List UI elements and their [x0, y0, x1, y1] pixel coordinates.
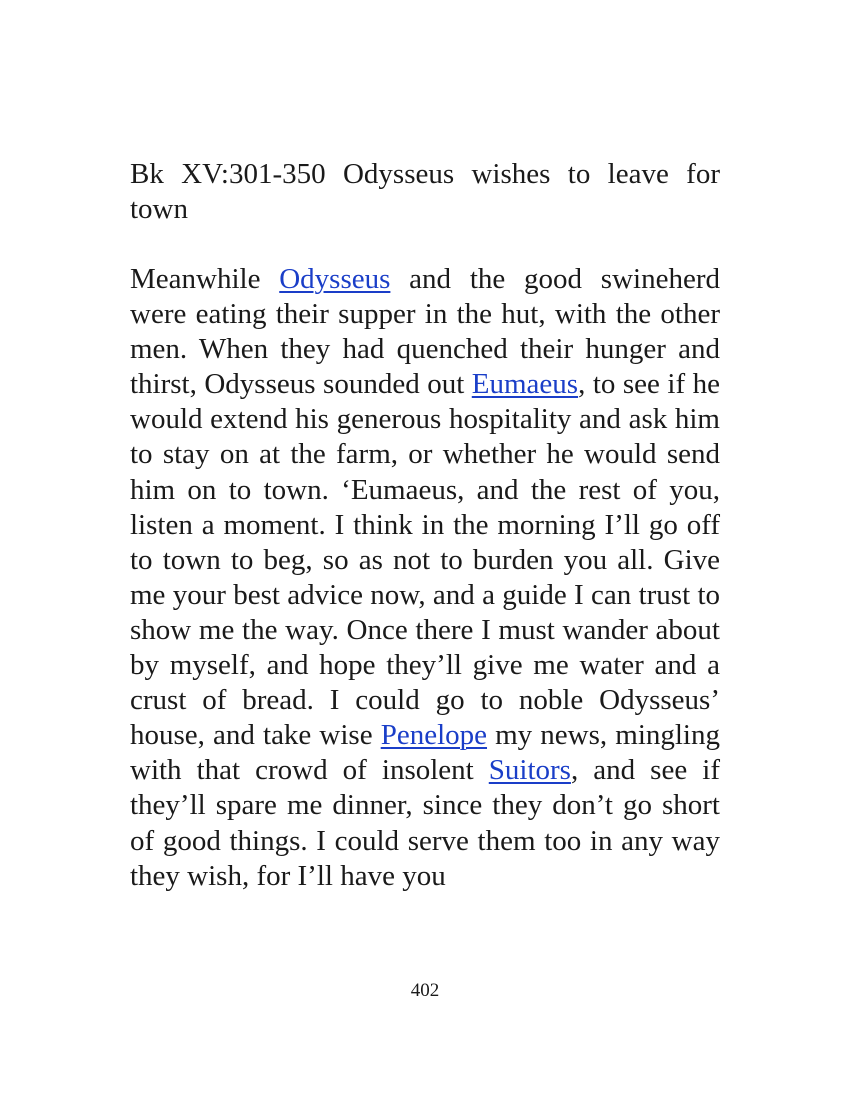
section-heading: Bk XV:301-350 Odysseus wishes to leave for town — [130, 158, 720, 225]
link-eumaeus[interactable]: Eumaeus — [471, 368, 579, 401]
body-paragraph — [130, 262, 720, 894]
page-number: 402 — [410, 980, 440, 1001]
link-penelope[interactable]: Penelope — [380, 719, 488, 752]
text-run: my news, mingling with that crowd of insolent — [130, 719, 720, 787]
link-odysseus[interactable]: Odysseus — [279, 263, 391, 295]
page-content — [130, 157, 720, 894]
text-run: , and see if they’ll spare me dinner, since they don’t go short of good things. I could serve them too in any way they wish, for I’ll have you — [130, 754, 720, 892]
text-run: Meanwhile — [130, 263, 280, 295]
text-run: and the good swineherd were eating their supper in the hut, with the other men. When they had quenched their hunger and thirst, Odysseus sounded out — [130, 263, 720, 401]
text-run: , to see if he would extend his generous hospitality and ask him to stay on at the farm, or whether he would send him on to town. ‘Eumaeus, and the rest of you, listen a moment. I think in the morning I’ll go off to town to beg, so as not to burden you all. Give me your best advice now, and a guide I can trust to show me the way. Once there I must wander about by myself, and hope they’ll give me water and a crust of bread. I could go to noble Odysseus’ house, and take wise — [130, 368, 721, 752]
link-suitors[interactable]: Suitors — [488, 754, 571, 787]
